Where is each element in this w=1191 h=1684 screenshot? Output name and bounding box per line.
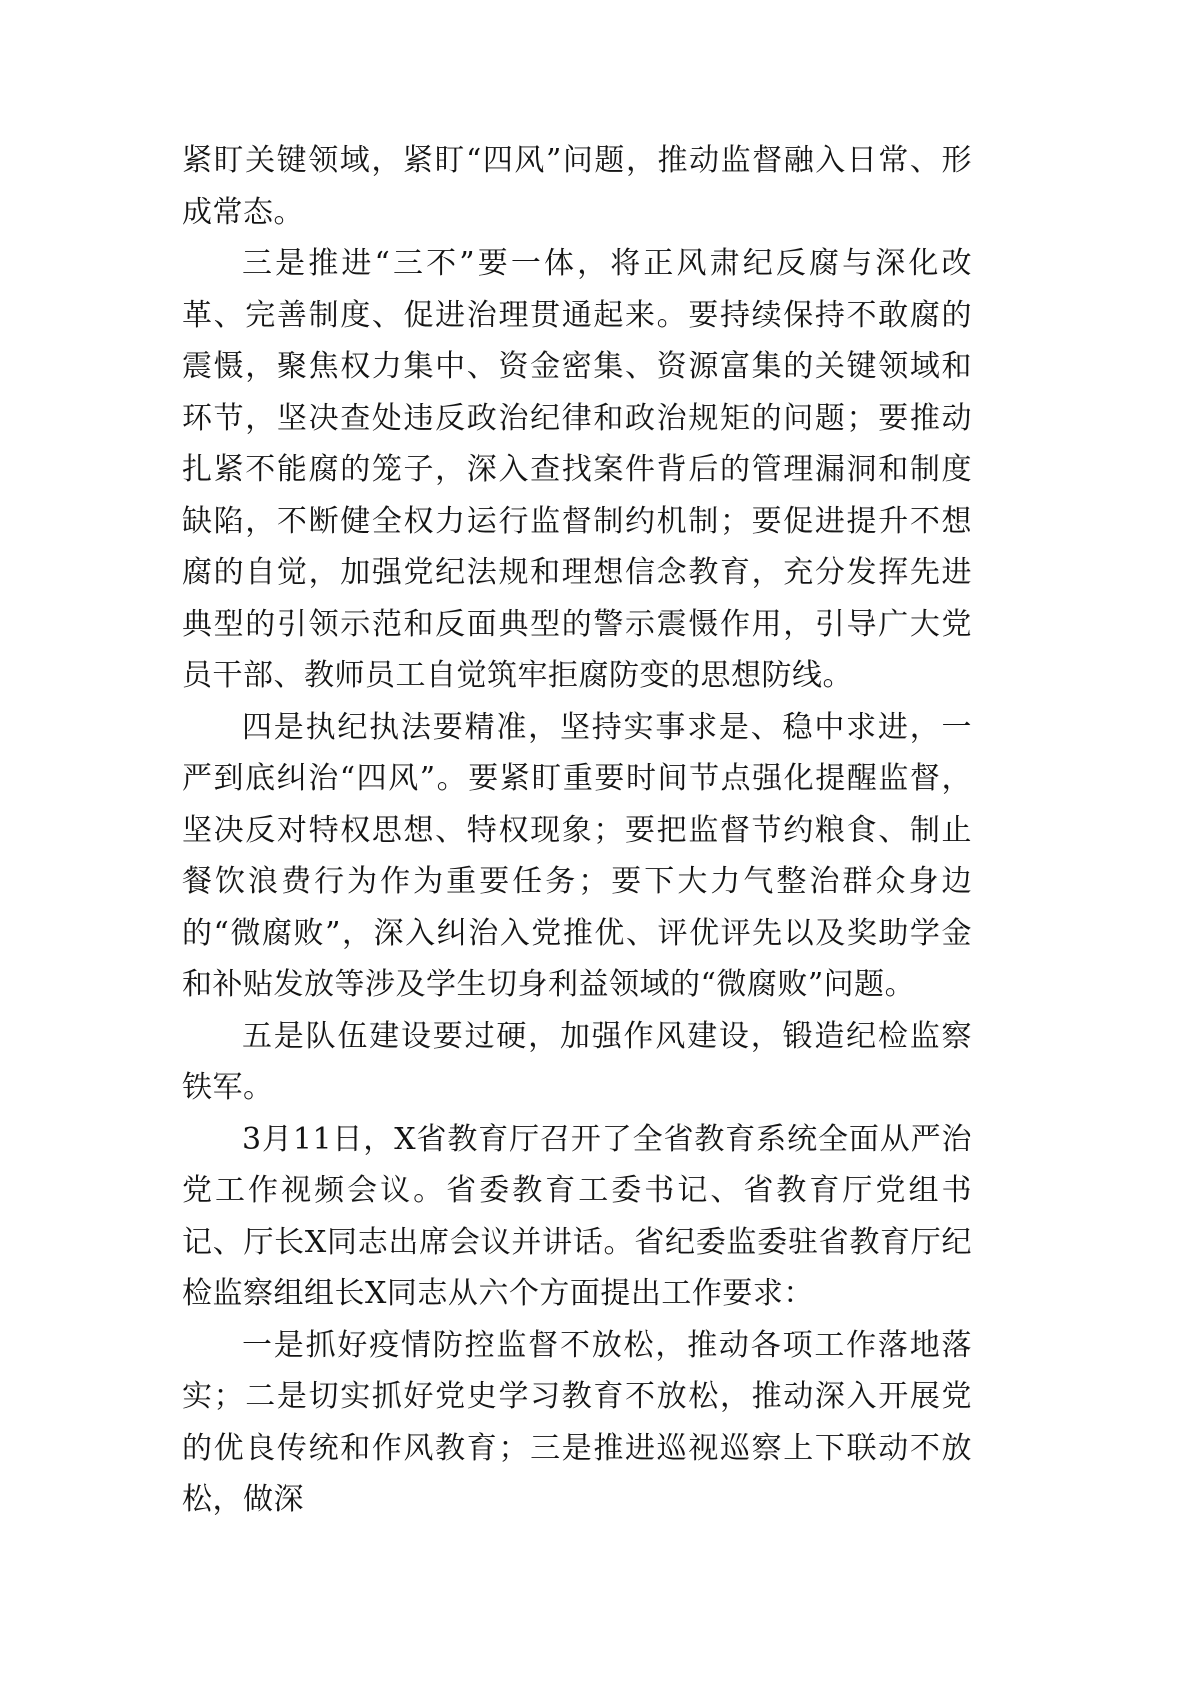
paragraph-point-three: 三是推进“三不”要一体，将正风肃纪反腐与深化改革、完善制度、促进治理贯通起来。要持续保持不敢腐的震慑，聚焦权力集中、资金密集、资源富集的关键领域和环节，坚决查处违反政治纪律和政治规矩的问题；要推动扎紧不能腐的笼子，深入查找案件背后的管理漏洞和制度缺陷，不断健全权力运行监督制约机制；要促进提升不想腐的自觉，加强党纪法规和理想信念教育，充分发挥先进典型的引领示范和反面典型的警示震慑作用，引导广大党员干部、教师员工自觉筑牢拒腐防变的思想防线。: [182, 246, 972, 693]
paragraph-point-four: 四是执纪执法要精准，坚持实事求是、稳中求进，一严到底纠治“四风”。要紧盯重要时间节点强化提醒监督，坚决反对特权思想、特权现象；要把监督节约粮食、制止餐饮浪费行为作为重要任务；要下大力气整治群众身边的“微腐败”，深入纠治入党推优、评优评先以及奖助学金和补贴发放等涉及学生切身利益领域的“微腐败”问题。: [182, 709, 972, 1002]
paragraph-point-five: 五是队伍建设要过硬，加强作风建设，锻造纪检监察铁军。: [182, 1018, 972, 1105]
paragraph-requirements: 一是抓好疫情防控监督不放松，推动各项工作落地落实；二是切实抓好党史学习教育不放松，推动深入开展党的优良传统和作风教育；三是推进巡视巡察上下联动不放松，做深: [182, 1327, 972, 1517]
document-body: [182, 135, 972, 1526]
paragraph-meeting-report: 3月11日，X省教育厅召开了全省教育系统全面从严治党工作视频会议。省委教育工委书记、省教育厅党组书记、厅长X同志出席会议并讲话。省纪委监委驻省教育厅纪检监察组组长X同志从六个方面提出工作要求：: [182, 1121, 972, 1311]
paragraph-continuation: 紧盯关键领域，紧盯“四风”问题，推动监督融入日常、形成常态。: [182, 143, 972, 230]
